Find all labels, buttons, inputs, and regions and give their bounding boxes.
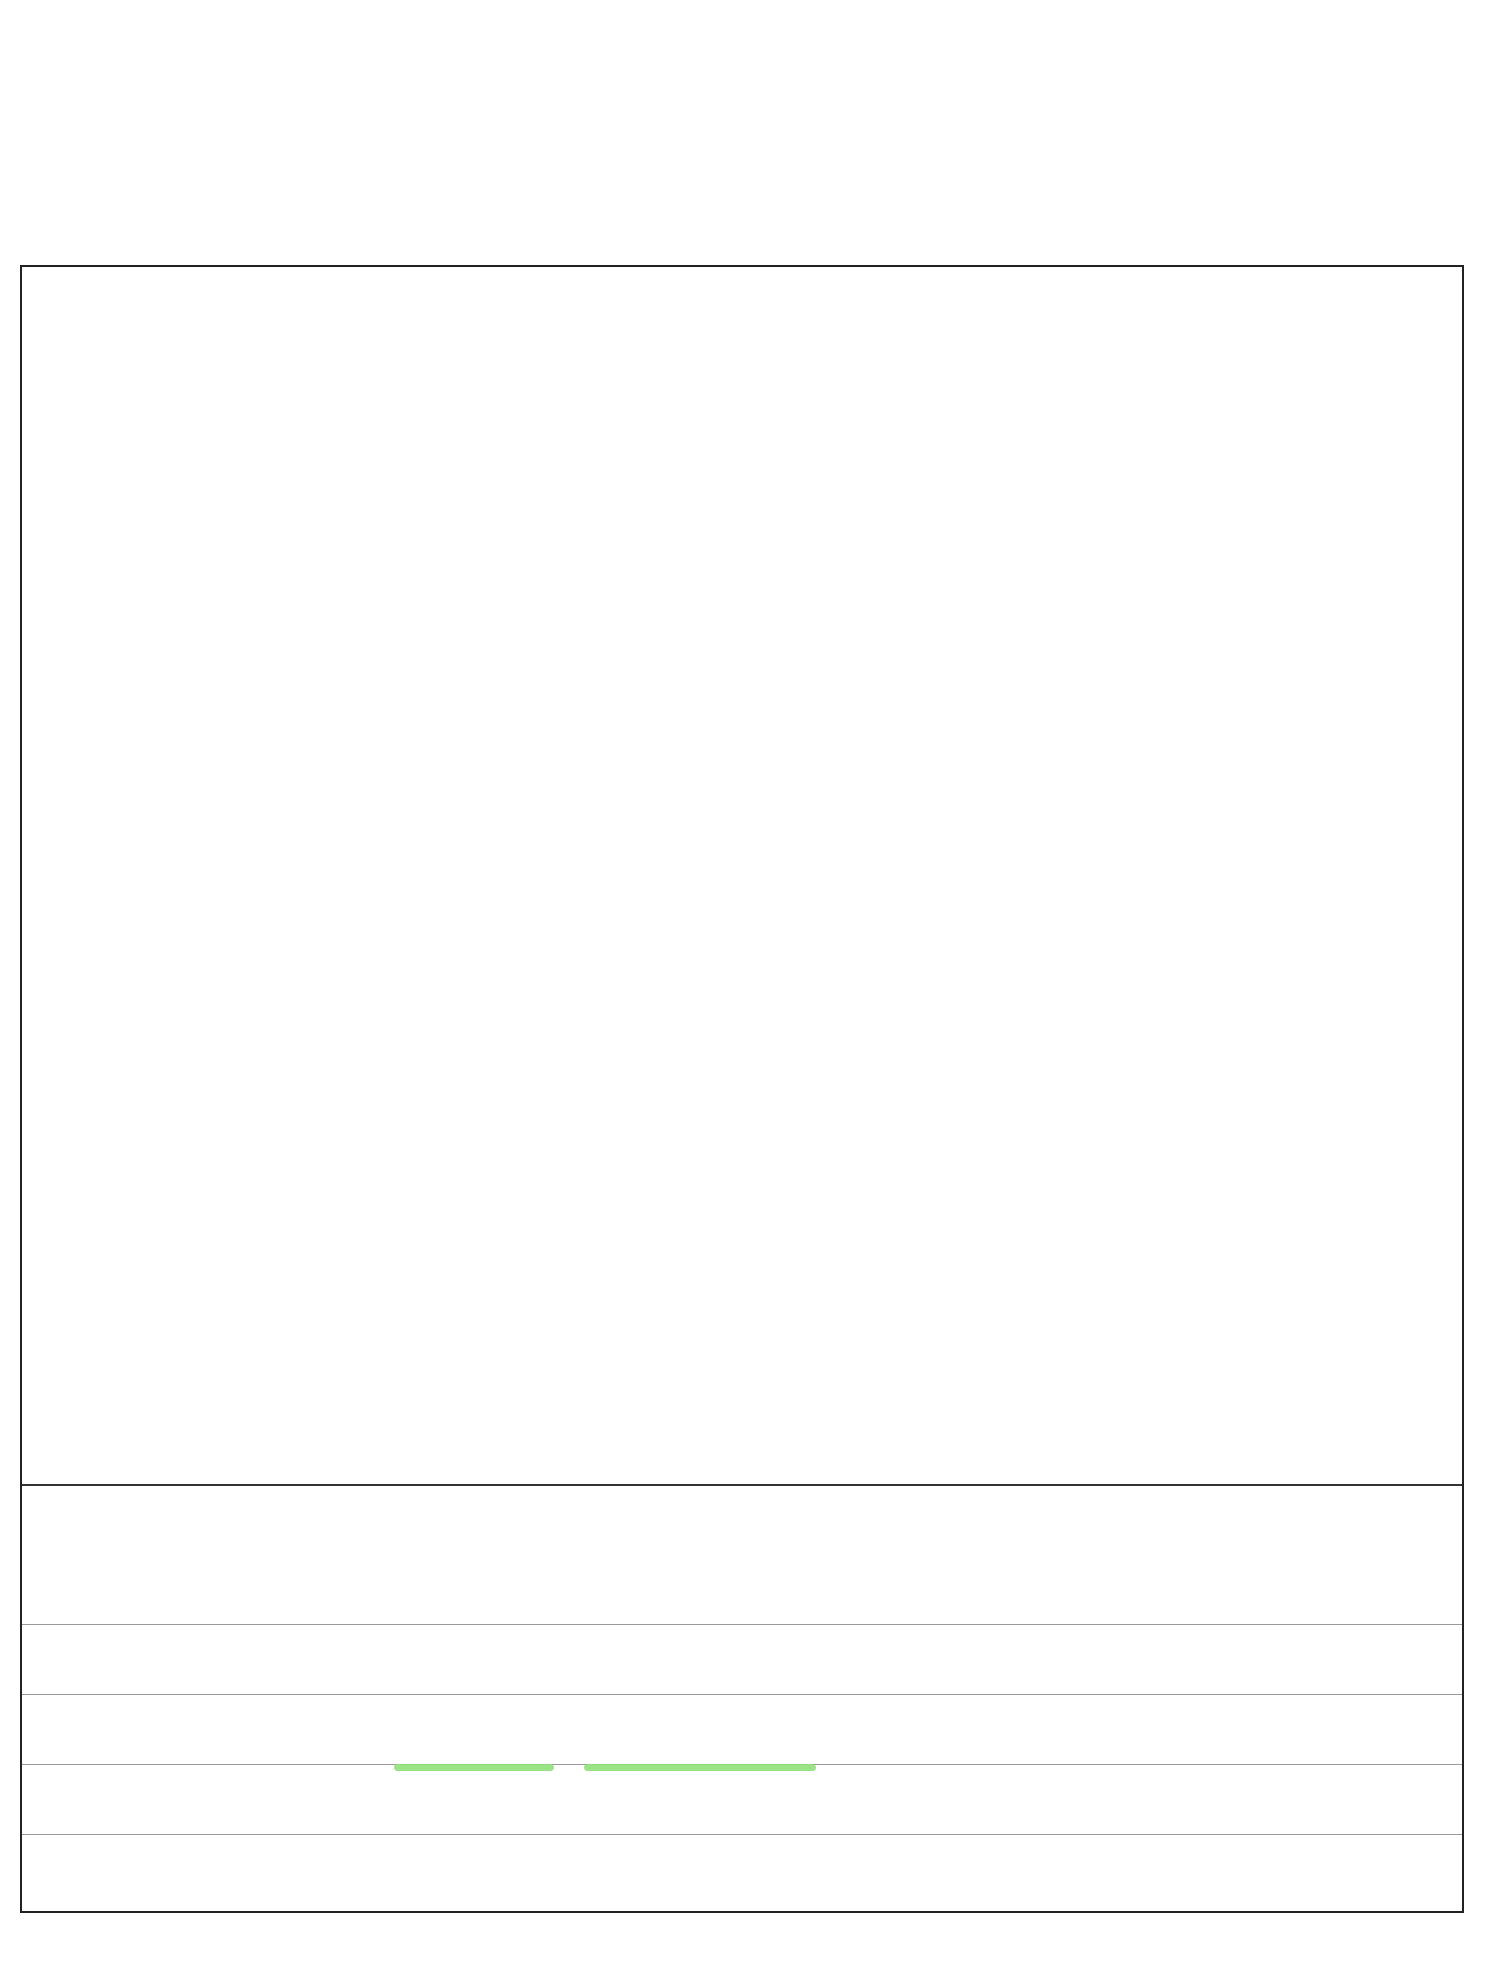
- ruled-line: [22, 1624, 1462, 1625]
- name-highlight: [584, 1764, 816, 1771]
- name-highlight: [394, 1764, 554, 1771]
- survey-sheet: [20, 265, 1464, 1913]
- section-divider: [22, 1484, 1462, 1486]
- ruled-line: [22, 1694, 1462, 1695]
- ruled-line: [22, 1834, 1462, 1835]
- comment-label: [30, 1522, 36, 1550]
